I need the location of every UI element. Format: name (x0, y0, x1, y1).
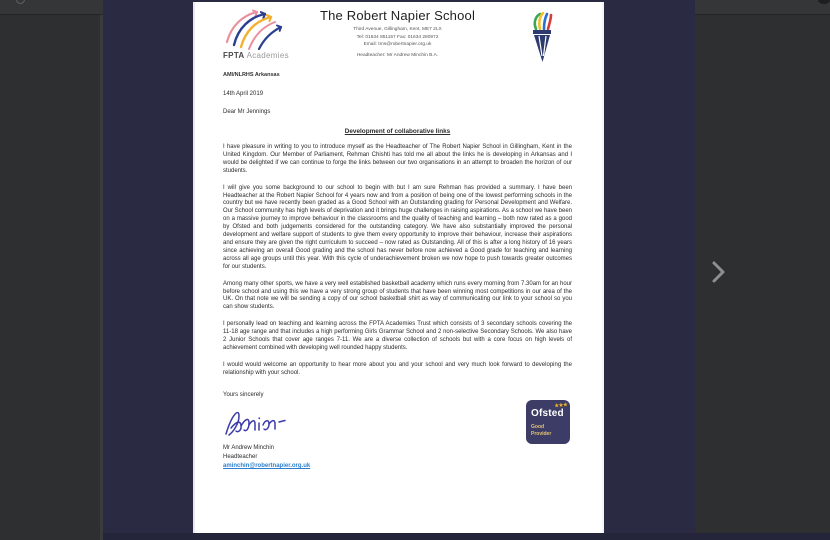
letter-body (223, 144, 572, 378)
paragraph-1: I have pleasure in writing to you to introduce myself as the Headteacher of The Robert Napier School in Gillingham, Kent in the United Kingdom. Our Member of Parliament, Rehman Chishti has told me all about the links he is developing in Arkansas and I would be delighted if we can continue to forge the links between our two organisations in an attempt to broaden the horizon of our students. (223, 144, 572, 174)
lightbox-left-edge (100, 15, 103, 540)
school-address: Third Avenue, Gillingham, Kent, ME7 2LX (353, 27, 442, 32)
lightbox-backdrop (103, 0, 695, 540)
letterhead-center (283, 8, 512, 58)
ofsted-rating-provider: Provider (531, 430, 552, 437)
signature-block (223, 401, 572, 496)
signer-email-link[interactable]: aminchin@robertnapier.org.uk (223, 463, 311, 470)
fpta-swirl-arrows-icon (223, 8, 285, 50)
signer-title: Headteacher (223, 453, 258, 460)
signer-details (223, 444, 572, 472)
reference-line: AMI/NLRHS Arkansas (223, 72, 280, 78)
ofsted-good-provider-badge (526, 400, 570, 444)
chevron-right-icon (710, 259, 726, 285)
three-stars-icon: ★★★ (553, 401, 568, 410)
ofsted-brand: Ofsted (531, 407, 564, 419)
fpta-logo-primary: FPTA (223, 51, 245, 60)
next-photo-button[interactable] (700, 252, 736, 292)
letterhead (223, 6, 572, 72)
olympic-torch-icon (528, 12, 556, 64)
paragraph-2: I will give you some background to our school to begin with but I am sure Rehman has provided a summary. I have been Headteacher at the Robert Napier School for 4 years now and from a position of being one of the lowest performing schools in the country but we have recently been graded as a Good School with an Outstanding grading for Personal Development and Welfare. Our School community has high levels of deprivation and it brings huge challenges in raising aspirations. As a school we have been on a massive journey to improve behaviour in the classrooms and the quality of teaching and learning – both now rated as a good by Ofsted and both judgements considered for the outstanding category. We have also substantially improved the personal development and welfare support of students to give them every opportunity to improve their behaviour, increase their aspirations and ensure they are given the right curriculum to succeed – now rated as Outstanding. All of this is after a long history of 16 years since achieving an overall Good grading and the school has never before now achieved a Good grade for teaching and learning across all age groups until this year. With this cycle of underachievement broken we now hope to push towards greater outcomes for our students. (223, 184, 572, 270)
school-phone-fax: Tel: 01634 851157 Fax: 01634 280972 (356, 34, 439, 40)
fpta-logo-secondary: Academies (246, 51, 289, 60)
handwritten-signature-icon (223, 404, 309, 438)
paragraph-4: I personally lead on teaching and learning across the FPTA Academies Trust which consists of 3 secondary schools covering the 11-18 age range and that includes a high performing Girls Grammar School and 2 non-selective Secondary Schools. We also have 2 Junior Schools that cover age ranges 7-11. We are a diverse collection of schools but with a core focus on high levels of achievement combined with developing well rounded happy students. (223, 321, 572, 351)
letter-date: 14th April 2019 (223, 91, 264, 97)
school-name: The Robert Napier School (319, 8, 476, 23)
school-address-block (283, 26, 512, 49)
letter-document-page (195, 2, 602, 533)
headteacher-line: Headteacher: Mr Andrew Minchin B.A. (356, 53, 439, 59)
signer-name: Mr Andrew Minchin (223, 444, 275, 451)
ofsted-rating-good: Good (531, 423, 545, 430)
subject-heading: Development of collaborative links (344, 128, 451, 135)
school-email: Email: trns@robertnapier.org.uk (363, 42, 432, 48)
closing-line: Yours sincerely (223, 391, 264, 398)
viewer-bottom-bar (103, 533, 830, 540)
salutation: Dear Mr Jennings (223, 109, 271, 115)
paragraph-5: I would would welcome an opportunity to hear more about you and your school and very much look forward to developing the relationship with your school. (223, 361, 572, 376)
paragraph-3: Among many other sports, we have a very well established basketball academy which runs every morning from 7.30am for an hour before school and using this we have a very strong group of students that have been winning most competitions in our area of the UK. On that note we will be sending a copy of our school basketball shirt as way of communicating our link to your school so you can show students. (223, 280, 572, 311)
